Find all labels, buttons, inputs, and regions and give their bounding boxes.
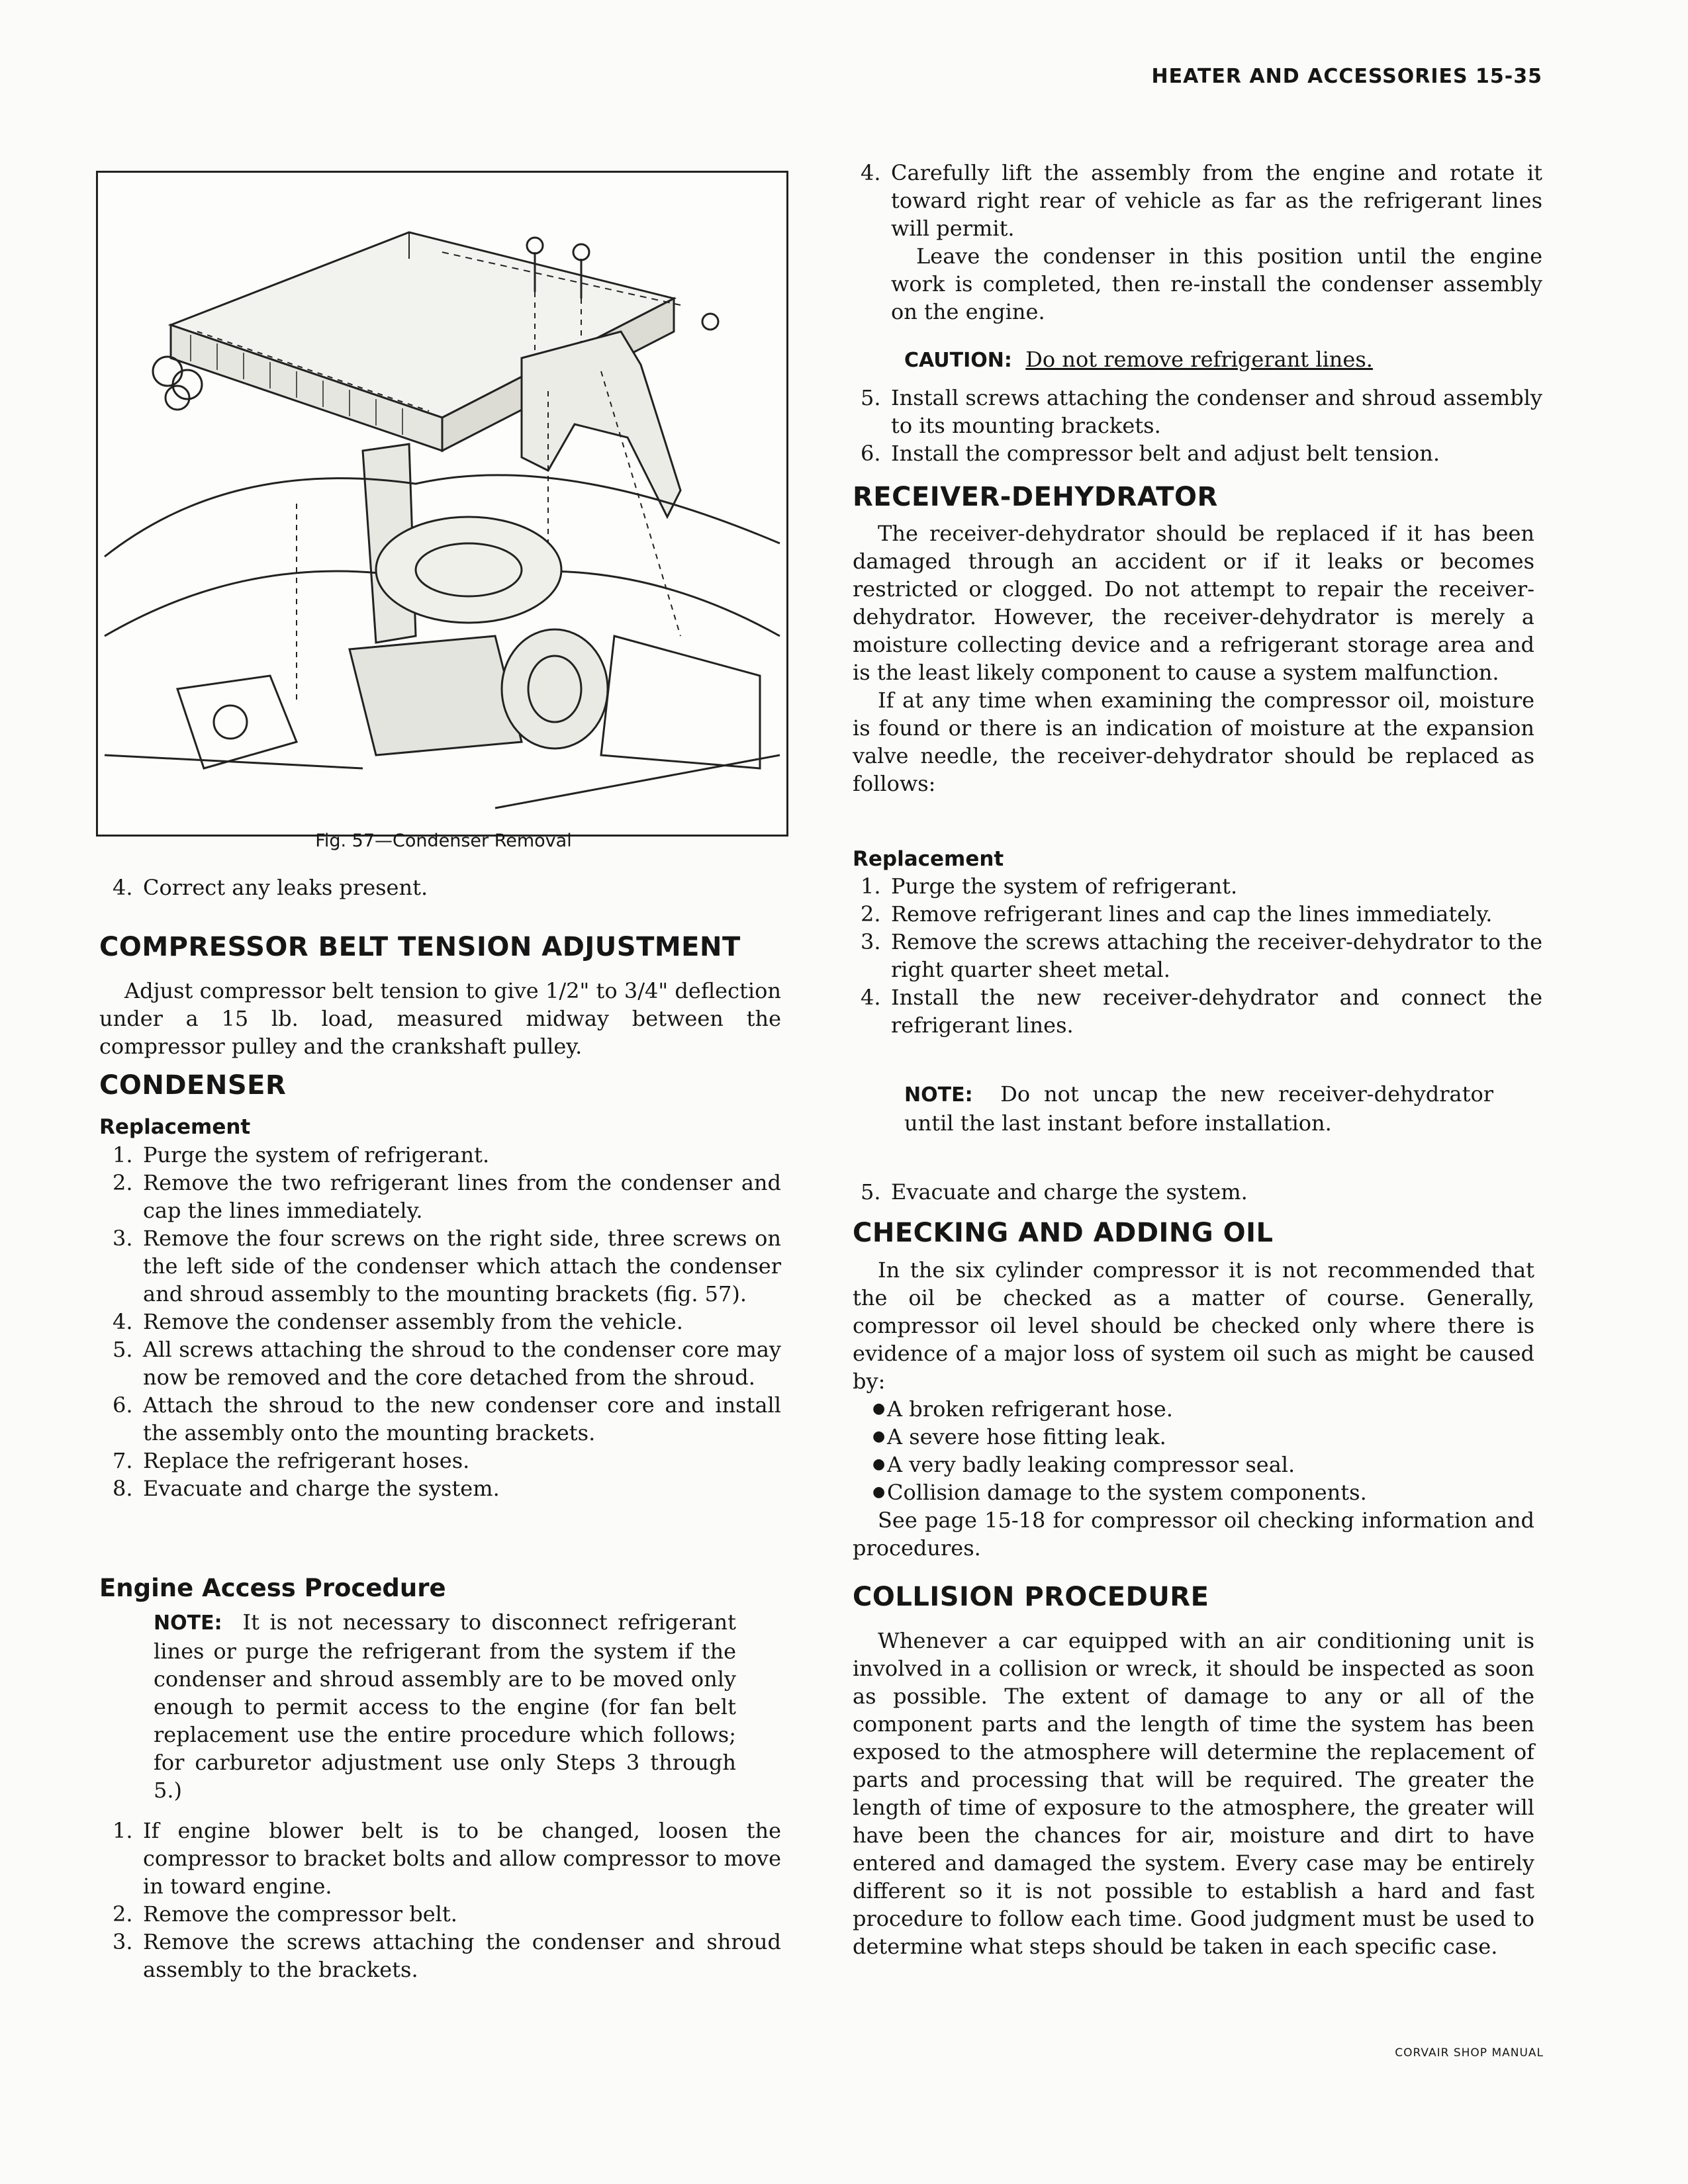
list-item <box>113 1224 781 1308</box>
caution-text: Do not remove refrigerant lines. <box>1025 347 1373 372</box>
right-step-4 <box>861 159 1542 326</box>
receiver-note <box>904 1080 1493 1137</box>
list-item: ● Collision damage to the system components. <box>853 1479 1534 1506</box>
step-number: 6. <box>861 441 881 466</box>
page-footer: CORVAIR SHOP MANUAL <box>1395 2046 1544 2060</box>
step-text: Remove refrigerant lines and cap the lines immediately. <box>891 901 1493 927</box>
step-number: 7. <box>113 1448 133 1473</box>
step-number: 4. <box>113 1309 133 1334</box>
engine-access-steps <box>113 1817 781 1983</box>
oil-causes-list <box>853 1395 1534 1506</box>
list-item <box>113 1928 781 1983</box>
belt-tension-text: Adjust compressor belt tension to give 1/2" to 3/4" deflection under a 15 lb. load, measured midway between the compressor pulley and the crankshaft pulley. <box>99 978 781 1059</box>
list-item <box>113 1817 781 1900</box>
list-item <box>861 900 1542 928</box>
step-text: Carefully lift the assembly from the engine and rotate it toward right rear of vehicle as far as the refrigerant lines will permit. <box>891 160 1542 241</box>
list-item <box>861 439 1542 467</box>
step-number: 1. <box>113 1818 133 1843</box>
list-item <box>113 1308 781 1336</box>
step-text: Evacuate and charge the system. <box>891 1179 1248 1205</box>
step-text: Install screws attaching the condenser and shroud assembly to its mounting brackets. <box>891 385 1542 438</box>
condenser-heading: CONDENSER <box>99 1070 287 1101</box>
step-4-paragraph: Leave the condenser in this position until the engine work is completed, then re-install the condenser assembly on the engine. <box>891 244 1542 324</box>
collision-procedure-body <box>853 1627 1534 1960</box>
step-number: 2. <box>861 901 881 927</box>
list-item <box>861 384 1542 439</box>
list-item <box>861 983 1542 1039</box>
list-item <box>113 1447 781 1475</box>
list-item <box>113 1336 781 1391</box>
step-text: Purge the system of refrigerant. <box>891 874 1238 899</box>
step-text: Evacuate and charge the system. <box>143 1476 500 1501</box>
condenser-replacement-subheading: Replacement <box>99 1115 251 1139</box>
step-number: 4. <box>861 160 881 185</box>
step-text: Remove the condenser assembly from the vehicle. <box>143 1309 683 1334</box>
receiver-replacement-subheading: Replacement <box>853 847 1004 871</box>
receiver-steps <box>861 872 1542 1039</box>
step-text: Remove the compressor belt. <box>143 1901 457 1927</box>
receiver-paragraphs <box>853 520 1534 797</box>
list-item <box>861 872 1542 900</box>
oil-paragraph-2: See page 15-18 for compressor oil checking information and procedures. <box>853 1508 1534 1561</box>
condenser-illustration <box>98 173 786 835</box>
step-text: Purge the system of refrigerant. <box>143 1142 490 1167</box>
receiver-paragraph-1: The receiver-dehydrator should be replaced if it has been damaged through an accident or if it leaks or becomes restricted or clogged. Do not attempt to repair the receiver-dehydrator. However, the receiver-dehydrator is merely a moisture collecting device and a refrigerant storage area and is the least likely component to cause a system malfunction. <box>853 521 1534 685</box>
condenser-steps <box>113 1141 781 1502</box>
step-number: 2. <box>113 1901 133 1927</box>
caution-note <box>904 345 1500 375</box>
step-text: Replace the refrigerant hoses. <box>143 1448 470 1473</box>
list-item <box>861 159 1542 242</box>
list-item <box>113 1141 781 1169</box>
oil-paragraph-1: In the six cylinder compressor it is not recommended that the oil be checked as a matter of course. Generally, compressor oil level should be checked only where there is evidence of a major loss of system oil such as might be caused by: <box>853 1257 1534 1394</box>
page-header: HEATER AND ACCESSORIES 15-35 <box>1151 65 1542 88</box>
receiver-paragraph-2: If at any time when examining the compressor oil, moisture is found or there is an indication of moisture at the expansion valve needle, the receiver-dehydrator should be replaced as follows: <box>853 688 1534 796</box>
step-number: 3. <box>113 1226 133 1251</box>
step-text: Remove the screws attaching the condenser and shroud assembly to the brackets. <box>143 1929 781 1982</box>
step-number: 2. <box>113 1170 133 1195</box>
list-item <box>113 1475 781 1502</box>
step-number: 4. <box>113 875 133 900</box>
caution-label: CAUTION: <box>904 349 1012 372</box>
collision-paragraph: Whenever a car equipped with an air conditioning unit is involved in a collision or wreck, it should be inspected as soon as possible. The extent of damage to any or all of the component parts and the length of time the system has been exposed to the atmosphere will determine the replacement of parts and processing that will be required. The greater the length of time of exposure to the atmosphere, the greater will have been the chances for air, moisture and dirt to have entered and damaged the system. Every case may be entirely different so it is not possible to establish a hard and fast procedure to follow each time. Good judgment must be used to determine what steps should be taken in each specific case. <box>853 1628 1534 1959</box>
note-text: It is not necessary to disconnect refrigerant lines or purge the refrigerant from the system if the condenser and shroud assembly are to be moved only enough to permit access to the engine (for fan belt replacement use the entire procedure which follows; for carburetor adjustment use only Steps 3 through 5.) <box>154 1610 736 1803</box>
step-number: 6. <box>113 1392 133 1418</box>
engine-access-heading: Engine Access Procedure <box>99 1574 446 1602</box>
list-item <box>113 1900 781 1928</box>
step-number: 1. <box>113 1142 133 1167</box>
step-number: 5. <box>861 1179 881 1205</box>
step-number: 3. <box>113 1929 133 1954</box>
step-number: 8. <box>113 1476 133 1501</box>
left-step-4 <box>113 874 794 901</box>
list-item: ● A very badly leaking compressor seal. <box>853 1451 1534 1479</box>
list-item <box>113 1169 781 1224</box>
figure-caption: Fig. 57—Condenser Removal <box>315 831 572 851</box>
condenser-removal-figure <box>96 171 788 837</box>
note-text: Do not uncap the new receiver-dehydrator until the last instant before installation. <box>904 1081 1494 1136</box>
step-text: All screws attaching the shroud to the condenser core may now be removed and the core detached from the shroud. <box>143 1337 781 1390</box>
step-text: If engine blower belt is to be changed, loosen the compressor to bracket bolts and allow compressor to move in toward engine. <box>143 1818 781 1899</box>
step-number: 4. <box>861 985 881 1010</box>
list-item <box>861 928 1542 983</box>
checking-oil-heading: CHECKING AND ADDING OIL <box>853 1218 1274 1248</box>
belt-tension-paragraph <box>99 977 781 1060</box>
list-item: ● A severe hose fitting leak. <box>853 1423 1534 1451</box>
step-number: 1. <box>861 874 881 899</box>
step-text: Remove the screws attaching the receiver-dehydrator to the right quarter sheet metal. <box>891 929 1542 982</box>
collision-procedure-heading: COLLISION PROCEDURE <box>853 1582 1209 1612</box>
list-item <box>861 1178 1542 1206</box>
step-text: Attach the shroud to the new condenser core and install the assembly onto the mounting brackets. <box>143 1392 781 1445</box>
step-number: 5. <box>113 1337 133 1362</box>
list-item: ● A broken refrigerant hose. <box>853 1395 1534 1423</box>
step-number: 5. <box>861 385 881 410</box>
list-item <box>113 1391 781 1447</box>
step-text: Install the compressor belt and adjust belt tension. <box>891 441 1440 466</box>
belt-tension-heading: COMPRESSOR BELT TENSION ADJUSTMENT <box>99 932 741 962</box>
step-text: Correct any leaks present. <box>143 875 428 900</box>
step-number: 3. <box>861 929 881 954</box>
step-text: Install the new receiver-dehydrator and connect the refrigerant lines. <box>891 985 1542 1038</box>
right-steps-5-6 <box>861 384 1542 467</box>
receiver-dehydrator-heading: RECEIVER-DEHYDRATOR <box>853 482 1218 512</box>
checking-oil-body <box>853 1256 1534 1562</box>
step-text: Remove the two refrigerant lines from the condenser and cap the lines immediately. <box>143 1170 781 1223</box>
note-label: NOTE: <box>904 1083 973 1107</box>
note-label: NOTE: <box>154 1612 222 1635</box>
step-text: Remove the four screws on the right side, three screws on the left side of the condenser which attach the condenser and shroud assembly to the mounting brackets (fig. 57). <box>143 1226 781 1306</box>
receiver-step-5 <box>861 1178 1542 1206</box>
engine-access-note <box>154 1608 736 1804</box>
